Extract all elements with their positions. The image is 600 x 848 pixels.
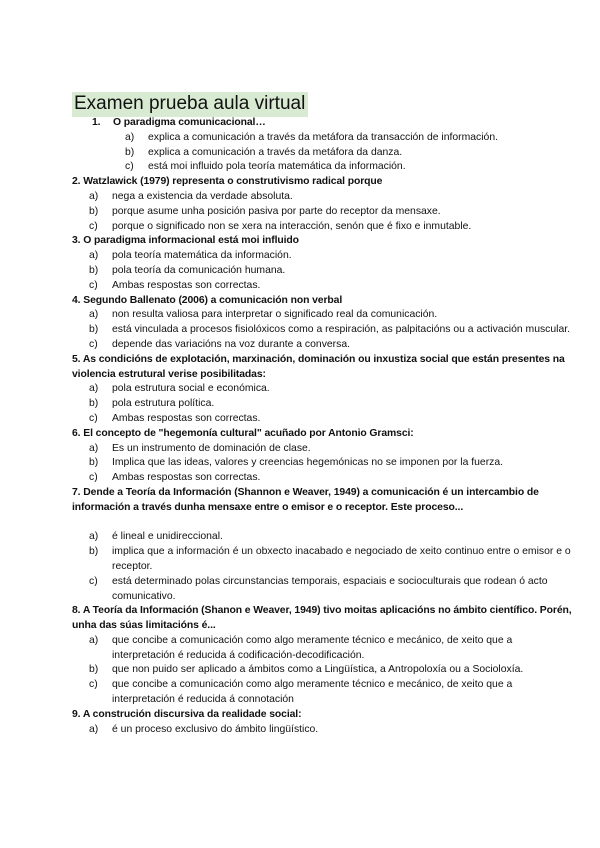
- question-1: [72, 116, 572, 131]
- answer-options: [72, 634, 572, 708]
- answer-option: [72, 308, 572, 323]
- option-letter: c): [89, 679, 98, 691]
- answer-option: [72, 678, 572, 708]
- answer-options: [72, 190, 572, 234]
- answer-option: [72, 412, 572, 427]
- question-3: [72, 234, 572, 249]
- answer-options: [72, 530, 572, 604]
- option-letter: c): [125, 161, 134, 173]
- document-title: Examen prueba aula virtual: [72, 92, 308, 117]
- option-text: pola estrutura social e económica.: [112, 383, 270, 395]
- option-text: nega a existencia da verdade absoluta.: [112, 190, 293, 202]
- spacer: [72, 516, 572, 531]
- option-text: porque asume unha posición pasiva por parte do receptor da mensaxe.: [112, 205, 441, 217]
- question-text: 2. Watzlawick (1979) representa o construtivismo radical porque: [72, 176, 383, 188]
- option-letter: b): [89, 664, 99, 676]
- option-text: implica que a información é un obxecto inacabado e negociado de xeito continuo entre o emisor e o receptor.: [112, 546, 571, 572]
- option-text: explica a comunicación a través da metáfora da danza.: [148, 146, 403, 158]
- option-letter: c): [89, 472, 98, 484]
- option-text: Ambas respostas son correctas.: [112, 472, 261, 484]
- option-text: que non puido ser aplicado a ámbitos como a Lingüística, a Antropoloxía ou a Socioloxía.: [112, 664, 524, 676]
- question-9: [72, 708, 572, 723]
- option-text: está determinado polas circunstancias temporais, espaciais e socioculturais que rodean ó acto comunicativo.: [112, 575, 548, 602]
- option-letter: a): [89, 190, 99, 202]
- option-text: pola teoría da comunicación humana.: [112, 264, 286, 276]
- question-8: [72, 604, 572, 634]
- answer-option: [72, 382, 572, 397]
- question-text: 7. Dende a Teoría da Información (Shannon e Weaver, 1949) a comunicación é un intercambio de información a través dunha mensaxe entre o emisor e o receptor. Este proceso...: [72, 486, 539, 513]
- answer-option: [72, 530, 572, 545]
- answer-option: [72, 279, 572, 294]
- question-text: 9. A construción discursiva da realidade social:: [72, 708, 302, 720]
- answer-option: [72, 442, 572, 457]
- answer-option: [72, 575, 572, 605]
- question-number: 1.: [92, 117, 101, 128]
- option-text: non resulta valiosa para interpretar o significado real da comunicación.: [112, 309, 438, 321]
- answer-option: [72, 249, 572, 264]
- question-text: 6. El concepto de "hegemonía cultural" acuñado por Antonio Gramsci:: [72, 427, 414, 439]
- answer-option: [72, 338, 572, 353]
- option-letter: a): [125, 131, 135, 143]
- option-letter: c): [89, 338, 98, 350]
- option-letter: c): [89, 412, 98, 424]
- answer-options: [72, 723, 572, 738]
- question-text: O paradigma comunicacional…: [113, 117, 266, 128]
- option-letter: b): [89, 398, 99, 410]
- option-letter: b): [89, 205, 99, 217]
- option-text: é un proceso exclusivo do ámbito lingüístico.: [112, 723, 319, 735]
- question-text: 4. Segundo Ballenato (2006) a comunicación non verbal: [72, 294, 343, 306]
- option-text: que concibe a comunicación como algo meramente técnico e mecánico, de xeito que a interpretación é reducida á codificación-decodificación.: [112, 634, 513, 661]
- option-letter: b): [89, 324, 99, 336]
- option-letter: a): [89, 309, 99, 321]
- option-text: explica a comunicación a través da metáfora da transacción de información.: [148, 131, 499, 143]
- question-list: [72, 116, 572, 737]
- answer-option: [72, 397, 572, 412]
- question-text: 8. A Teoría da Información (Shanon e Weaver, 1949) tivo moitas aplicacións no ámbito científico. Porén, unha das súas limitacións é...: [72, 605, 572, 632]
- option-letter: b): [89, 546, 99, 558]
- option-letter: c): [89, 575, 98, 587]
- option-letter: a): [89, 634, 99, 646]
- option-letter: c): [89, 220, 98, 232]
- option-letter: a): [89, 250, 99, 262]
- option-text: Ambas respostas son correctas.: [112, 412, 261, 424]
- answer-option: [72, 663, 572, 678]
- answer-options: [72, 131, 572, 175]
- option-text: está moi influido pola teoría matemática da información.: [148, 161, 406, 173]
- question-2: [72, 175, 572, 190]
- option-text: Implica que las ideas, valores y creencias hegemónicas no se imponen por la fuerza.: [112, 457, 504, 469]
- question-7: [72, 486, 572, 516]
- option-text: que concibe a comunicación como algo meramente técnico e mecánico, de xeito que a interpretación é reducida á connotación: [112, 679, 513, 706]
- answer-option: [72, 190, 572, 205]
- question-text: 3. O paradigma informacional está moi influido: [72, 235, 299, 247]
- question-5: [72, 353, 572, 383]
- option-text: Es un instrumento de dominación de clase.: [112, 442, 311, 454]
- question-6: [72, 427, 572, 442]
- answer-options: [72, 382, 572, 426]
- option-letter: b): [89, 264, 99, 276]
- option-letter: b): [125, 146, 135, 158]
- option-text: está vinculada a procesos fisiolóxicos como a respiración, as palpitacións ou a activación muscular.: [112, 324, 570, 336]
- answer-option: [72, 456, 572, 471]
- option-letter: c): [89, 279, 98, 291]
- answer-options: [72, 308, 572, 352]
- option-letter: a): [89, 442, 99, 454]
- answer-option: [72, 220, 572, 235]
- answer-option: [72, 323, 572, 338]
- option-text: depende das variacións na voz durante a conversa.: [112, 338, 350, 350]
- option-letter: a): [89, 531, 99, 543]
- answer-option: [72, 264, 572, 279]
- answer-option: [72, 723, 572, 738]
- answer-option: [72, 131, 572, 146]
- option-text: pola estrutura política.: [112, 398, 215, 410]
- answer-option: [72, 471, 572, 486]
- question-text: 5. As condicións de explotación, marxinación, dominación ou inxustiza social que están presentes na violencia estrutural verise posibilitadas:: [72, 353, 565, 380]
- option-text: porque o significado non se xera na interacción, senón que é fixo e inmutable.: [112, 220, 472, 232]
- answer-option: [72, 146, 572, 161]
- option-letter: a): [89, 383, 99, 395]
- answer-option: [72, 205, 572, 220]
- option-letter: a): [89, 723, 99, 735]
- answer-options: [72, 249, 572, 293]
- answer-option: [72, 160, 572, 175]
- option-text: Ambas respostas son correctas.: [112, 279, 261, 291]
- question-4: [72, 294, 572, 309]
- option-letter: b): [89, 457, 99, 469]
- answer-option: [72, 634, 572, 664]
- answer-option: [72, 545, 572, 575]
- option-text: é lineal e unidireccional.: [112, 531, 223, 543]
- answer-options: [72, 442, 572, 486]
- option-text: pola teoría matemática da información.: [112, 250, 292, 262]
